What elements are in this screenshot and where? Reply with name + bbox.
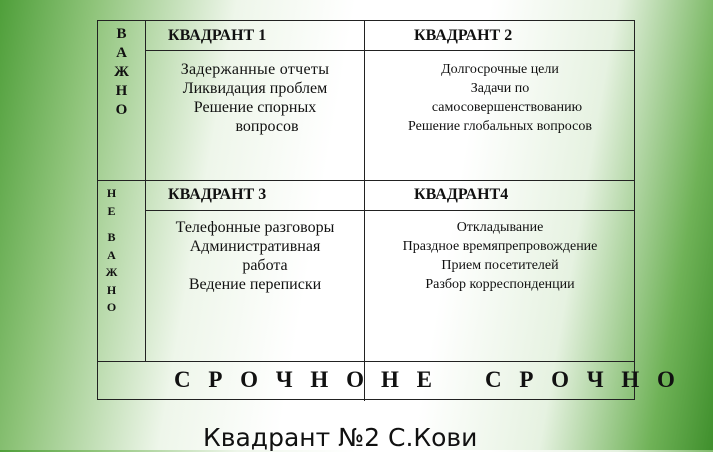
quadrant-2-body: [365, 60, 635, 136]
divider: [98, 180, 635, 181]
quadrant-1-title: КВАДРАНТ 1: [168, 27, 267, 44]
quadrant-2-title: КВАДРАНТ 2: [414, 27, 513, 44]
quadrant-item: Решение спорных: [193, 99, 317, 116]
divider: [145, 210, 635, 211]
quadrant-item: Задержанные отчеты: [180, 61, 330, 78]
label-letter: О: [106, 300, 117, 314]
label-letter: Н: [106, 282, 117, 297]
quadrant-1-body: [146, 60, 364, 136]
quadrant-item: Ликвидация проблем: [182, 80, 328, 97]
not-urgent-label: Н Е С Р О Ч Н О: [381, 367, 681, 392]
quadrant-item: Задачи по: [470, 81, 530, 96]
quadrant-item: самосовершенствованию: [431, 100, 583, 115]
quadrant-4-body: [365, 218, 635, 294]
quadrant-item: Праздное времяпрепровождение: [402, 239, 598, 254]
divider: [145, 50, 635, 51]
quadrant-item: Долгосрочные цели: [441, 62, 559, 77]
quadrant-4-title: КВАДРАНТ4: [414, 186, 509, 203]
label-letter: В: [107, 230, 116, 244]
slide-caption: Квадрант №2 С.Кови: [203, 423, 478, 452]
quadrant-3-title: КВАДРАНТ 3: [168, 186, 267, 203]
time-management-matrix: [97, 20, 681, 400]
label-letter: Н: [115, 83, 128, 99]
label-letter: А: [116, 45, 127, 61]
important-label: [98, 25, 145, 120]
quadrant-item: Телефонные разговоры: [175, 219, 335, 236]
label-letter: В: [116, 26, 127, 42]
quadrant-item: работа: [242, 257, 288, 274]
quadrant-3-body: [146, 218, 364, 294]
label-letter: О: [115, 102, 128, 118]
divider: [98, 361, 635, 362]
quadrant-item: Административная: [189, 238, 321, 255]
label-letter: Ж: [105, 265, 118, 279]
not-important-label: [98, 185, 125, 317]
quadrant-item: Откладывание: [456, 220, 544, 235]
urgent-label: С Р О Ч Н О: [174, 367, 370, 392]
quadrant-item: Решение глобальных вопросов: [408, 119, 592, 134]
label-letter: Ж: [114, 64, 129, 80]
quadrant-item: Ведение переписки: [188, 276, 322, 293]
label-letter: Н: [106, 186, 117, 200]
label-letter: Е: [107, 203, 116, 218]
quadrant-item: вопросов: [235, 118, 299, 135]
quadrant-item: Разбор корреспонденции: [425, 277, 575, 292]
label-letter: А: [107, 247, 116, 262]
quadrant-item: Прием посетителей: [441, 258, 559, 273]
